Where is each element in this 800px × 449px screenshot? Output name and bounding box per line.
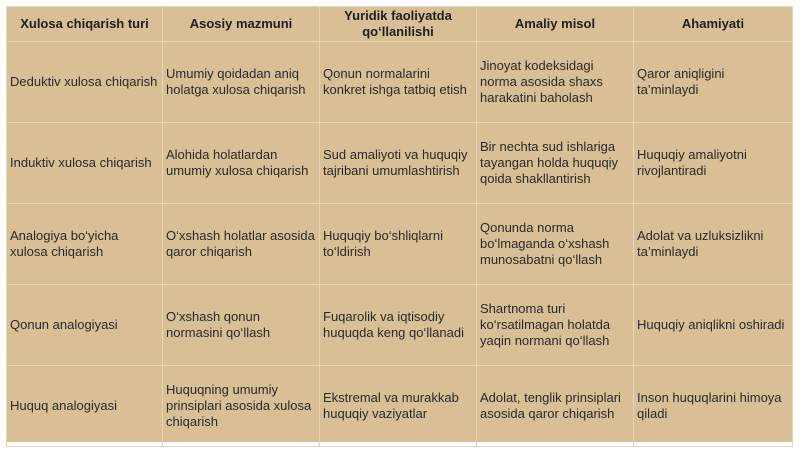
table-cell: Jinoyat kodeksidagi norma asosida shaxs harakatini baholash: [477, 42, 634, 123]
table-row: [7, 42, 793, 123]
table-cell: Huquqiy amaliyotni rivojlantiradi: [634, 123, 793, 204]
table-header-row: [7, 7, 793, 42]
table-cell: Adolat va uzluksizlikni ta’minlaydi: [634, 204, 793, 285]
table-cell: Umumiy qoidadan aniq holatga xulosa chiqarish: [163, 42, 320, 123]
table-cell: Inson huquqlarini himoya qiladi: [634, 366, 793, 447]
table-cell: Ekstremal va murakkab huquqiy vaziyatlar: [320, 366, 477, 447]
header-cell-significance: Ahamiyati: [634, 7, 793, 42]
header-cell-type: Xulosa chiqarish turi: [7, 7, 163, 42]
table-cell: O‘xshash qonun normasini qo‘llash: [163, 285, 320, 366]
table-cell: Huquqiy bo‘shliqlarni to‘ldirish: [320, 204, 477, 285]
header-cell-legal-use: Yuridik faoliyatda qo‘llanilishi: [320, 7, 477, 42]
header-cell-content: Asosiy mazmuni: [163, 7, 320, 42]
table-row: [7, 123, 793, 204]
table-cell: O‘xshash holatlar asosida qaror chiqarish: [163, 204, 320, 285]
table-row: [7, 204, 793, 285]
header-cell-example: Amaliy misol: [477, 7, 634, 42]
table-cell: Analogiya bo‘yicha xulosa chiqarish: [7, 204, 163, 285]
table-row: [7, 366, 793, 447]
table-cell: Qonun normalarini konkret ishga tatbiq etish: [320, 42, 477, 123]
table-cell: Huquqning umumiy prinsiplari asosida xulosa chiqarish: [163, 366, 320, 447]
comparison-table: [6, 6, 793, 447]
table-cell: Huquqiy aniqlikni oshiradi: [634, 285, 793, 366]
table-cell: Induktiv xulosa chiqarish: [7, 123, 163, 204]
table-cell: Qonunda norma bo‘lmaganda o‘xshash munosabatni qo‘llash: [477, 204, 634, 285]
table-cell: Bir nechta sud ishlariga tayangan holda huquqiy qoida shakllantirish: [477, 123, 634, 204]
comparison-table-container: [6, 6, 792, 442]
table-cell: Deduktiv xulosa chiqarish: [7, 42, 163, 123]
table-cell: Sud amaliyoti va huquqiy tajribani umumlashtirish: [320, 123, 477, 204]
table-row: [7, 285, 793, 366]
table-cell: Adolat, tenglik prinsiplari asosida qaror chiqarish: [477, 366, 634, 447]
table-cell: Qaror aniqligini ta’minlaydi: [634, 42, 793, 123]
table-cell: Alohida holatlardan umumiy xulosa chiqarish: [163, 123, 320, 204]
table-cell: Shartnoma turi ko‘rsatilmagan holatda yaqin normani qo‘llash: [477, 285, 634, 366]
table-cell: Qonun analogiyasi: [7, 285, 163, 366]
table-cell: Huquq analogiyasi: [7, 366, 163, 447]
table-cell: Fuqarolik va iqtisodiy huquqda keng qo‘llanadi: [320, 285, 477, 366]
